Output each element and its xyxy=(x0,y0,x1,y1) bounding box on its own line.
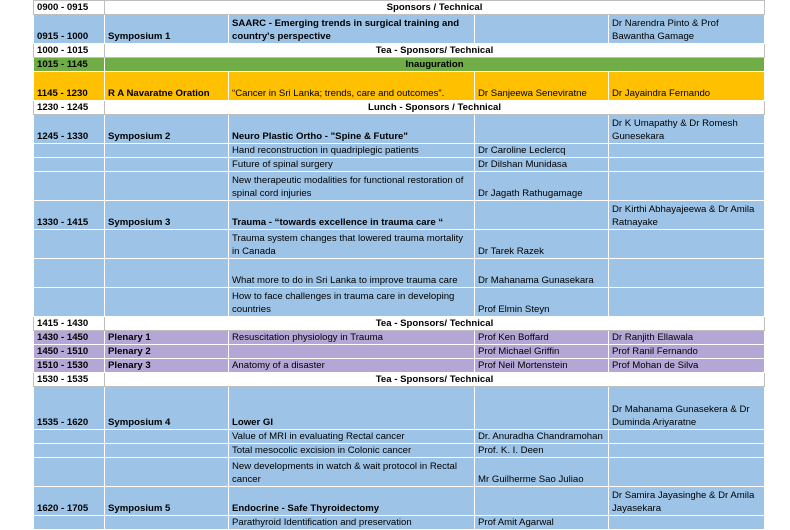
schedule-row xyxy=(34,430,765,444)
chair-cell: Prof Ranil Fernando xyxy=(609,345,765,359)
talk-title-cell: Trauma system changes that lowered trauma mortality in Canada xyxy=(229,230,475,259)
schedule-row xyxy=(34,201,765,230)
talk-title-cell: How to face challenges in trauma care in developing countries xyxy=(229,288,475,317)
time-cell xyxy=(34,230,105,259)
time-cell xyxy=(34,158,105,172)
time-cell xyxy=(34,288,105,317)
talk-title-cell: New therapeutic modalities for functional restoration of spinal cord injuries xyxy=(229,172,475,201)
talk-title-cell: Lower GI xyxy=(229,387,475,430)
speaker-cell xyxy=(475,387,609,430)
schedule-table xyxy=(33,0,765,530)
talk-title-cell: Neuro Plastic Ortho - "Spine & Future" xyxy=(229,115,475,144)
talk-title-cell: SAARC - Emerging trends in surgical training and country's perspective xyxy=(229,15,475,44)
time-cell: 1450 - 1510 xyxy=(34,345,105,359)
time-cell: 1530 - 1535 xyxy=(34,373,105,387)
speaker-cell: Prof Amit Agarwal xyxy=(475,516,609,530)
talk-title-cell: Endocrine - Safe Thyroidectomy xyxy=(229,487,475,516)
time-cell: 1015 - 1145 xyxy=(34,58,105,72)
session-cell xyxy=(105,259,229,288)
chair-cell xyxy=(609,144,765,158)
time-cell xyxy=(34,172,105,201)
break-label-cell: Tea - Sponsors/ Technical xyxy=(105,317,765,331)
time-cell: 1535 - 1620 xyxy=(34,387,105,430)
schedule-row xyxy=(34,72,765,101)
talk-title-cell: Resuscitation physiology in Trauma xyxy=(229,331,475,345)
speaker-cell: Dr Dilshan Munidasa xyxy=(475,158,609,172)
speaker-cell xyxy=(475,201,609,230)
talk-title-cell: Parathyroid Identification and preservation xyxy=(229,516,475,530)
schedule-row xyxy=(34,317,765,331)
schedule-row xyxy=(34,172,765,201)
speaker-cell: Dr Jagath Rathugamage xyxy=(475,172,609,201)
chair-cell: Dr Kirthi Abhayajeewa & Dr Amila Ratnayake xyxy=(609,201,765,230)
speaker-cell: Prof. K. I. Deen xyxy=(475,444,609,458)
break-label-cell: Tea - Sponsors/ Technical xyxy=(105,44,765,58)
session-cell: Symposium 2 xyxy=(105,115,229,144)
speaker-cell xyxy=(475,487,609,516)
time-cell: 1230 - 1245 xyxy=(34,101,105,115)
chair-cell xyxy=(609,430,765,444)
talk-title-cell: Anatomy of a disaster xyxy=(229,359,475,373)
schedule-row xyxy=(34,230,765,259)
session-cell: Symposium 3 xyxy=(105,201,229,230)
time-cell: 1245 - 1330 xyxy=(34,115,105,144)
chair-cell xyxy=(609,158,765,172)
speaker-cell: Mr Guilherme Sao Juliao xyxy=(475,458,609,487)
session-cell xyxy=(105,144,229,158)
chair-cell: Dr Jayaindra Fernando xyxy=(609,72,765,101)
time-cell: 1145 - 1230 xyxy=(34,72,105,101)
chair-cell: Dr Samira Jayasinghe & Dr Amila Jayasekara xyxy=(609,487,765,516)
schedule-row xyxy=(34,158,765,172)
schedule-row xyxy=(34,387,765,430)
talk-title-cell: Total mesocolic excision in Colonic cancer xyxy=(229,444,475,458)
talk-title-cell: Value of MRI in evaluating Rectal cancer xyxy=(229,430,475,444)
session-cell: Symposium 1 xyxy=(105,15,229,44)
time-cell: 1430 - 1450 xyxy=(34,331,105,345)
chair-cell: Dr Mahanama Gunasekera & Dr Duminda Ariyaratne xyxy=(609,387,765,430)
talk-title-cell: “Cancer in Sri Lanka; trends, care and outcomes”. xyxy=(229,72,475,101)
time-cell xyxy=(34,259,105,288)
speaker-cell: Prof Ken Boffard xyxy=(475,331,609,345)
talk-title-cell: New developments in watch & wait protocol in Rectal cancer xyxy=(229,458,475,487)
chair-cell xyxy=(609,259,765,288)
chair-cell: Dr Narendra Pinto & Prof Bawantha Gamage xyxy=(609,15,765,44)
schedule-row xyxy=(34,516,765,530)
schedule-row xyxy=(34,115,765,144)
talk-title-cell: What more to do in Sri Lanka to improve trauma care xyxy=(229,259,475,288)
session-cell xyxy=(105,458,229,487)
session-cell xyxy=(105,172,229,201)
session-cell: Symposium 5 xyxy=(105,487,229,516)
schedule-row xyxy=(34,58,765,72)
schedule-row xyxy=(34,1,765,15)
time-cell xyxy=(34,430,105,444)
time-cell: 1415 - 1430 xyxy=(34,317,105,331)
schedule-row xyxy=(34,288,765,317)
speaker-cell: Dr Tarek Razek xyxy=(475,230,609,259)
time-cell xyxy=(34,458,105,487)
schedule-row xyxy=(34,44,765,58)
chair-cell xyxy=(609,172,765,201)
speaker-cell xyxy=(475,115,609,144)
time-cell: 0915 - 1000 xyxy=(34,15,105,44)
time-cell xyxy=(34,144,105,158)
schedule-row xyxy=(34,487,765,516)
speaker-cell xyxy=(475,15,609,44)
chair-cell: Dr Ranjith Ellawala xyxy=(609,331,765,345)
speaker-cell: Dr Sanjeewa Seneviratne xyxy=(475,72,609,101)
chair-cell xyxy=(609,230,765,259)
talk-title-cell xyxy=(229,345,475,359)
speaker-cell: Prof Michael Griffin xyxy=(475,345,609,359)
schedule-row xyxy=(34,15,765,44)
session-cell xyxy=(105,230,229,259)
break-label-cell: Lunch - Sponsors / Technical xyxy=(105,101,765,115)
schedule-row xyxy=(34,345,765,359)
schedule-row xyxy=(34,101,765,115)
session-cell xyxy=(105,158,229,172)
session-cell: Plenary 3 xyxy=(105,359,229,373)
time-cell: 0900 - 0915 xyxy=(34,1,105,15)
speaker-cell: Prof Neil Mortenstein xyxy=(475,359,609,373)
session-cell: Plenary 2 xyxy=(105,345,229,359)
time-cell: 1510 - 1530 xyxy=(34,359,105,373)
break-label-cell: Sponsors / Technical xyxy=(105,1,765,15)
session-cell xyxy=(105,430,229,444)
schedule-row xyxy=(34,458,765,487)
chair-cell xyxy=(609,288,765,317)
time-cell xyxy=(34,516,105,530)
chair-cell: Prof Mohan de Silva xyxy=(609,359,765,373)
speaker-cell: Dr Caroline Leclercq xyxy=(475,144,609,158)
chair-cell: Dr K Umapathy & Dr Romesh Gunesekara xyxy=(609,115,765,144)
time-cell: 1330 - 1415 xyxy=(34,201,105,230)
time-cell: 1620 - 1705 xyxy=(34,487,105,516)
schedule-row xyxy=(34,373,765,387)
speaker-cell: Dr. Anuradha Chandramohan xyxy=(475,430,609,444)
speaker-cell: Prof Elmin Steyn xyxy=(475,288,609,317)
schedule-row xyxy=(34,331,765,345)
schedule-row xyxy=(34,359,765,373)
chair-cell xyxy=(609,444,765,458)
session-cell: R A Navaratne Oration xyxy=(105,72,229,101)
time-cell: 1000 - 1015 xyxy=(34,44,105,58)
schedule-row xyxy=(34,259,765,288)
schedule-row xyxy=(34,144,765,158)
session-cell xyxy=(105,444,229,458)
session-cell: Symposium 4 xyxy=(105,387,229,430)
time-cell xyxy=(34,444,105,458)
break-label-cell: Tea - Sponsors/ Technical xyxy=(105,373,765,387)
session-cell xyxy=(105,288,229,317)
talk-title-cell: Trauma - “towards excellence in trauma care “ xyxy=(229,201,475,230)
talk-title-cell: Hand reconstruction in quadriplegic patients xyxy=(229,144,475,158)
schedule-row xyxy=(34,444,765,458)
schedule-sheet xyxy=(33,0,764,530)
chair-cell xyxy=(609,516,765,530)
speaker-cell: Dr Mahanama Gunasekara xyxy=(475,259,609,288)
session-cell xyxy=(105,516,229,530)
session-cell: Plenary 1 xyxy=(105,331,229,345)
chair-cell xyxy=(609,458,765,487)
break-label-cell: Inauguration xyxy=(105,58,765,72)
talk-title-cell: Future of spinal surgery xyxy=(229,158,475,172)
